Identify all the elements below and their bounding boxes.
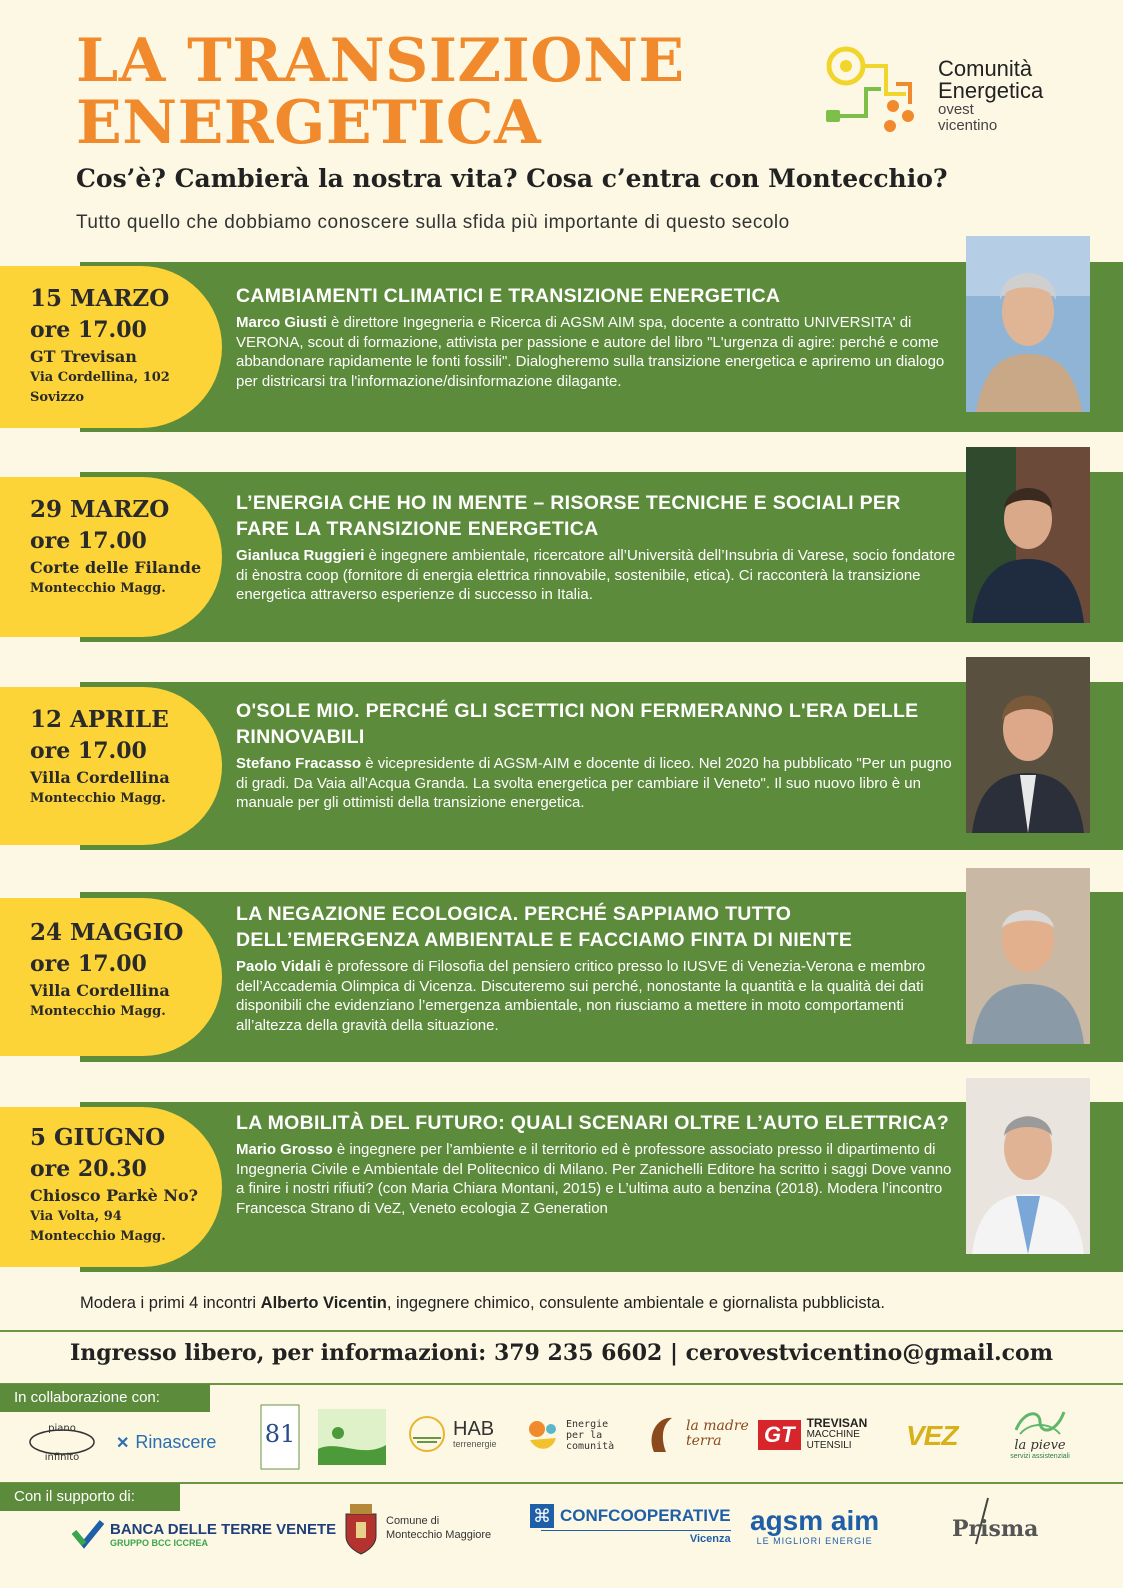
event-address: Via Cordellina, 102: [30, 370, 170, 385]
coat-of-arms-icon: [342, 1500, 380, 1556]
logo-line-4: vicentino: [938, 117, 998, 134]
partner-rinascere: [116, 1432, 216, 1453]
logo-text: [938, 58, 1043, 134]
title-line-2: ENERGETICA: [76, 88, 542, 158]
moderator-note: [80, 1294, 885, 1313]
moderator-prefix: Modera i primi 4 incontri: [80, 1294, 261, 1312]
title-line-1: LA TRANSIZIONE: [76, 26, 685, 96]
partner-text: MACCHINE: [806, 1429, 860, 1440]
event-time: ore 17.00: [30, 951, 147, 977]
event-body: [236, 698, 956, 813]
confcooperative-row: [530, 1504, 731, 1528]
piano-infinito-logo-icon: [26, 1420, 98, 1464]
speaker-name: Stefano Fracasso: [236, 755, 362, 772]
event-description: [236, 754, 956, 813]
partner-text: 81: [264, 1420, 296, 1448]
energie-text: [566, 1419, 614, 1452]
event-place: Chiosco Parkè No?: [30, 1186, 199, 1205]
la-pieve-logo-icon: [1010, 1404, 1070, 1438]
logo-line-2: Energetica: [938, 78, 1044, 103]
event-place: GT Trevisan: [30, 347, 137, 366]
event-body: [236, 1110, 956, 1218]
event-date: 5 GIUGNO: [30, 1124, 166, 1151]
partner-text: Energie: [566, 1418, 609, 1430]
collaboration-label: In collaborazione con:: [0, 1384, 210, 1412]
speaker-portrait-icon: [966, 236, 1090, 412]
page-subtitle: Cos’è? Cambierà la nostra vita? Cosa c’entra con Montecchio?: [76, 164, 948, 193]
partner-energie: [526, 1418, 614, 1452]
event-title: O'SOLE MIO. PERCHÉ GLI SCETTICI NON FERMERANNO L'ERA DELLE RINNOVABILI: [236, 700, 919, 748]
speaker-photo: [966, 868, 1090, 1044]
speaker-name: Gianluca Ruggieri: [236, 547, 365, 564]
speaker-portrait-icon: [966, 657, 1090, 833]
partner-text: VEZ: [906, 1420, 958, 1451]
partner-la-pieve: [1010, 1404, 1070, 1460]
event-text: è professore di Filosofia del pensiero critico presso lo IUSVE di Venezia-Verona e membro dell’Accademia Olimpica di Vicenza. Discuteremo sui perché, nonostante la quantità e la qualità dei dati disponibili che evidenziano l’emergenza ambientale, non riusciamo a mettere in moto comportamenti all’altezza della gravità della situazione.: [236, 958, 926, 1034]
event-description: [236, 313, 956, 391]
event-description: [236, 1140, 956, 1218]
speaker-name: Mario Grosso: [236, 1141, 333, 1158]
event-text: è ingegnere per l’ambiente e il territorio ed è professore associato presso il dipartimento di Ingegneria Civile e Ambientale del Politecnico di Milano. Per Zanichelli Editore ha scritto i saggi Dove vanno a finire i nostri rifiuti? (con Maria Chiara Montani, 2015) e L’ultima auto a benzina (2018). Modera l’incontro Francesca Strano di VeZ, Veneto ecologia Z Generation: [236, 1141, 952, 1217]
partner-gt-trevisan: [758, 1418, 867, 1451]
partner-text: Rinascere: [135, 1432, 217, 1452]
comunita-energetica-logo: [826, 44, 1086, 144]
speaker-photo: [966, 236, 1090, 412]
speaker-portrait-icon: [966, 868, 1090, 1044]
event-time: ore 17.00: [30, 738, 147, 764]
tagline: Tutto quello che dobbiamo conoscere sulla sfida più importante di questo secolo: [76, 212, 790, 233]
partner-prisma: [948, 1494, 1038, 1550]
event-date-badge: [0, 898, 222, 1056]
comune-text: [386, 1514, 491, 1542]
event-date-badge: [0, 1107, 222, 1267]
event-place: Villa Cordellina: [30, 768, 170, 787]
partner-text: BANCA DELLE TERRE VENETE: [110, 1520, 337, 1538]
landscape-logo-icon: [318, 1409, 386, 1465]
trevisan-text: [807, 1418, 868, 1451]
partner-text: per la: [566, 1429, 603, 1441]
partner-text: Vicenza: [541, 1530, 731, 1545]
event-body: [236, 283, 956, 391]
event-description: [236, 546, 956, 605]
event-body: [236, 490, 956, 605]
partner-text: GRUPPO BCC ICCREA: [110, 1537, 209, 1548]
hab-text: [453, 1419, 497, 1449]
madre-terra-logo-icon: [646, 1412, 680, 1456]
partner-text: Montecchio Maggiore: [386, 1529, 492, 1541]
event-title: LA NEGAZIONE ECOLOGICA. PERCHÉ SAPPIAMO TUTTO DELL’EMERGENZA AMBIENTALE E FACCIAMO FINTA DI NIENTE: [236, 903, 853, 951]
partner-piano-infinito: [26, 1420, 98, 1464]
partner-text: Comune di: [386, 1515, 440, 1527]
partner-la-madre-terra: [646, 1412, 749, 1456]
partner-text: Prisma: [952, 1516, 1038, 1542]
partner-text: terrenergie: [453, 1439, 497, 1449]
partner-banca-terre-venete: [72, 1518, 336, 1550]
partner-text: HAB: [453, 1418, 495, 1440]
event-description: [236, 957, 956, 1035]
partner-text: la madre: [686, 1418, 749, 1434]
event-time: ore 20.30: [30, 1156, 147, 1182]
page-title: [76, 26, 685, 158]
speaker-name: Marco Giusti: [236, 314, 327, 331]
banca-check-icon: [72, 1518, 104, 1550]
speaker-name: Paolo Vidali: [236, 958, 321, 975]
event-address: Sovizzo: [30, 390, 84, 405]
partner-text: infinito: [44, 1452, 80, 1463]
madre-terra-text: [686, 1419, 749, 1449]
event-date: 12 APRILE: [30, 706, 169, 733]
speaker-photo: [966, 657, 1090, 833]
partner-text: TREVISAN: [806, 1416, 868, 1430]
partner-text: LE MIGLIORI ENERGIE: [756, 1536, 873, 1546]
energie-logo-icon: [526, 1418, 560, 1452]
event-address: Via Volta, 94: [30, 1209, 122, 1224]
event-title: LA MOBILITÀ DEL FUTURO: QUALI SCENARI OLTRE L’AUTO ELETTRICA?: [236, 1112, 950, 1134]
partner-text: servizi assistenziali: [1010, 1453, 1070, 1460]
confcooperative-mark-icon: ⌘: [530, 1504, 554, 1528]
agsm-wordmark: [750, 1506, 879, 1536]
moderator-suffix: , ingegnere chimico, consulente ambientale e giornalista pubblicista.: [386, 1294, 885, 1312]
event-title: CAMBIAMENTI CLIMATICI E TRANSIZIONE ENERGETICA: [236, 285, 781, 307]
partner-81: [260, 1404, 300, 1470]
partner-vez: [906, 1420, 957, 1452]
partner-agsm-aim: [750, 1506, 879, 1546]
event-body: [236, 901, 956, 1035]
event-time: ore 17.00: [30, 528, 147, 554]
prisma-logo-icon: [948, 1494, 1038, 1550]
event-address: Montecchio Magg.: [30, 791, 166, 806]
speaker-photo: [966, 1078, 1090, 1254]
event-text: è vicepresidente di AGSM-AIM e docente di liceo. Nel 2020 ha pubblicato "Per un pugno di gradi. Da Vaia all'Acqua Granda. La svolta energetica per cambiare il Veneto". Il suo nuovo libro è un manuale per gli ottimisti della transizione energetica.: [236, 755, 952, 811]
event-address: Montecchio Magg.: [30, 581, 166, 596]
trevisan-mark-icon: GT: [758, 1420, 801, 1450]
event-text: è ingegnere ambientale, ricercatore all’Università dell’Insubria di Varese, socio fondatore di ènostra coop (fornitore di energia elettrica rinnovabile, sostenibile, etica). Ci racconterà la transizione energetica attraverso esperienze di successo in Italia.: [236, 547, 956, 603]
logo-line-3: ovest: [938, 101, 974, 118]
rinascere-mark-icon: ✕: [116, 1434, 130, 1452]
hab-logo-icon: [407, 1414, 447, 1454]
partner-text: piano: [48, 1423, 76, 1434]
partner-confcooperative: [530, 1504, 731, 1545]
contact-info: Ingresso libero, per informazioni: 379 235 6602 | cerovestvicentino@gmail.com: [70, 1340, 1053, 1366]
divider: [0, 1330, 1123, 1332]
event-place: Corte delle Filande: [30, 558, 202, 577]
event-date-badge: [0, 266, 222, 428]
event-date: 15 MARZO: [30, 285, 170, 312]
ottantuno-logo-icon: [260, 1404, 300, 1470]
event-date-badge: [0, 687, 222, 845]
speaker-photo: [966, 447, 1090, 623]
partner-text: terra: [686, 1433, 722, 1449]
event-date: 29 MARZO: [30, 496, 170, 523]
event-address: Montecchio Magg.: [30, 1229, 166, 1244]
partner-text: la pieve: [1014, 1438, 1066, 1453]
banca-text: [110, 1521, 336, 1548]
partner-text: CONFCOOPERATIVE: [560, 1506, 731, 1525]
partner-text: UTENSILI: [806, 1440, 852, 1451]
partner-text: agsm aim: [750, 1505, 880, 1536]
partner-text: comunità: [566, 1440, 615, 1452]
speaker-portrait-icon: [966, 447, 1090, 623]
moderator-name: Alberto Vicentin: [260, 1294, 387, 1312]
event-date-badge: [0, 477, 222, 637]
event-text: è direttore Ingegneria e Ricerca di AGSM AIM spa, docente a contratto UNIVERSITA' di VERONA, scout di formazione, attivista per passione e autore del libro "L'urgenza di agire: perché e come abbandonare rapidamente le fonti fossili". Dialogheremo sulla transizione energetica e apriremo un dialogo per districarsi tra l'informazione/disinformazione dilagante.: [236, 314, 945, 390]
support-label: Con il supporto di:: [0, 1483, 180, 1511]
partner-hab: [407, 1414, 497, 1454]
speaker-portrait-icon: [966, 1078, 1090, 1254]
energy-plug-icon: [826, 44, 926, 144]
partner-landscape: [318, 1409, 386, 1465]
event-title: L’ENERGIA CHE HO IN MENTE – RISORSE TECNICHE E SOCIALI PER FARE LA TRANSIZIONE ENERGETICA: [236, 492, 901, 540]
event-place: Villa Cordellina: [30, 981, 170, 1000]
event-date: 24 MAGGIO: [30, 919, 184, 946]
partner-comune-montecchio: [342, 1500, 491, 1556]
event-address: Montecchio Magg.: [30, 1004, 166, 1019]
logo-line-1: Comunità: [938, 56, 1033, 81]
event-time: ore 17.00: [30, 317, 147, 343]
